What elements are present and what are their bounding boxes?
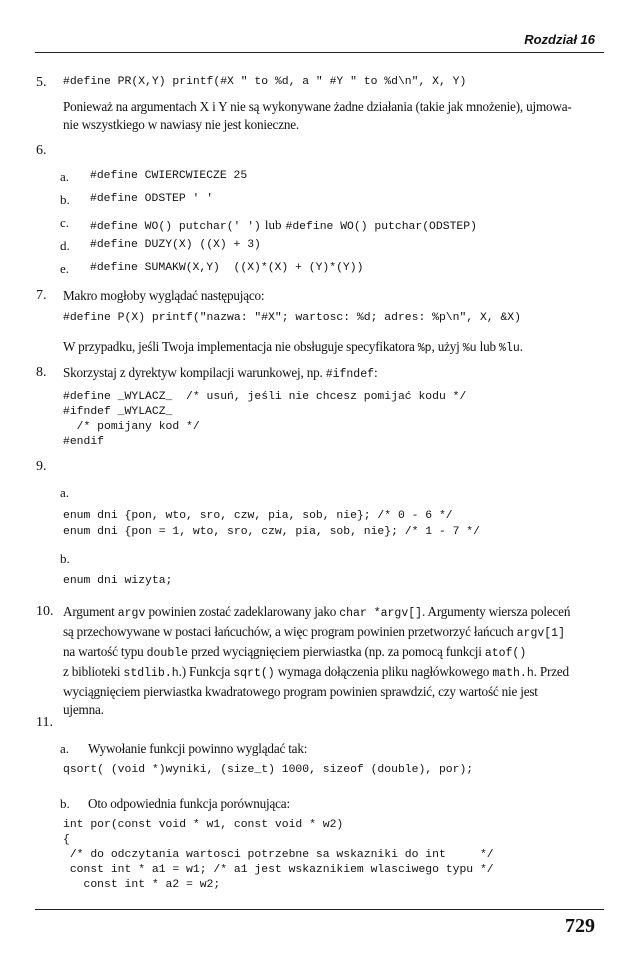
item-10-l1-code: argv: [117, 607, 146, 620]
item-10-l3-code: double: [146, 647, 189, 660]
item-8-text-code: #ifndef: [325, 368, 375, 381]
item-6a-code: #define CWIERCWIECZE 25: [90, 170, 248, 182]
item-10-l4-part: .) Funkcja: [178, 664, 231, 679]
item-7-note-part-2: , użyj: [431, 339, 460, 354]
item-10-line-4: [63, 663, 597, 683]
item-5-number: 5.: [36, 75, 47, 90]
item-6c-letter: c.: [60, 215, 70, 230]
item-11b-code-line: const int * a2 = w2;: [63, 879, 221, 891]
item-10-number: 10.: [36, 604, 54, 619]
item-6b-letter: b.: [60, 192, 70, 207]
item-10-l1-part: powinien zostać zadeklarowany jako: [148, 604, 337, 619]
item-8-code-line: #ifndef _WYLACZ_: [63, 406, 173, 418]
item-11b-code-line: {: [63, 834, 70, 846]
item-11b-code-line: int por(const void * w1, const void * w2): [63, 819, 344, 831]
item-9b-code: enum dni wizyta;: [63, 575, 173, 587]
item-10-line-1: [63, 603, 597, 623]
item-7-note-part-1: W przypadku, jeśli Twoja implementacja nie obsługuje specyfikatora: [63, 339, 415, 354]
item-10-l3-part: przed wyciągnięciem pierwiastka (np. za pomocą funkcji: [191, 644, 482, 659]
item-10-l4-part: . Przed: [533, 664, 569, 679]
item-8-code-line: #endif: [63, 436, 105, 448]
item-7-note-code-1: %p: [417, 342, 432, 355]
item-7-text: Makro mogłoby wyglądać następująco:: [63, 288, 265, 303]
item-7-note-part-3: lub: [479, 339, 496, 354]
item-10-l3-part: na wartość typu: [63, 644, 144, 659]
item-6a-letter: a.: [60, 169, 70, 184]
item-9a-code-block: [63, 508, 480, 540]
item-10-l1-code: char *argv[]: [339, 607, 423, 620]
item-5-text: [63, 98, 603, 134]
item-10-line-5: wyciągnięciem pierwiastka kwadratowego program powinien sprawdzić, czy wartość nie jest: [63, 684, 538, 699]
page-number: 729: [565, 915, 595, 937]
item-10-l4-code: stdlib.h: [123, 667, 179, 680]
item-10-l4-code: sqrt(): [233, 667, 275, 680]
item-8-code-line: #define _WYLACZ_ /* usuń, jeśli nie chcesz pomijać kodu */: [63, 391, 467, 403]
item-7-note-part-4: .: [519, 339, 523, 354]
item-10-l1-part: . Argumenty wiersza poleceń: [422, 604, 571, 619]
item-10-line-2: [63, 623, 597, 643]
item-6d-code: #define DUZY(X) ((X) + 3): [90, 239, 261, 251]
chapter-title: Rozdział 16: [524, 32, 595, 47]
item-8-text-part-2: :: [374, 365, 378, 380]
item-10-l2-part: są przechowywane w postaci łańcuchów, a więc program powinien przetworzyć łańcuch: [63, 624, 514, 639]
item-11b-code-block: [63, 818, 494, 893]
item-9-number: 9.: [36, 459, 47, 474]
item-7-code: #define P(X) printf("nazwa: "#X"; wartosc: %d; adres: %p\n", X, &X): [63, 312, 521, 324]
item-9a-letter: a.: [60, 485, 70, 500]
item-11b-code-line: /* do odczytania wartosci potrzebne sa wskazniki do int */: [63, 849, 494, 861]
item-6b-code: #define ODSTEP ' ': [90, 193, 214, 205]
item-8-text-part-1: Skorzystaj z dyrektyw kompilacji warunkowej, np.: [63, 365, 323, 380]
item-6e-letter: e.: [60, 261, 70, 276]
item-6c-lub: lub: [264, 217, 282, 232]
item-11b-code-line: const int * a1 = w1; /* a1 jest wskaznikiem wlasciwego typu */: [63, 864, 494, 876]
item-6d-letter: d.: [60, 238, 70, 253]
item-10-l2-code: argv[1]: [516, 627, 565, 640]
footer-rule: [35, 909, 604, 910]
item-5-code: #define PR(X,Y) printf(#X " to %d, a " #Y " to %d\n", X, Y): [63, 76, 467, 88]
item-10-line-6: ujemna.: [63, 702, 104, 717]
item-6-number: 6.: [36, 143, 47, 158]
item-10-text: [63, 603, 597, 719]
item-5-text-line-2: nie wszystkiego w nawiasy nie jest konieczne.: [63, 117, 299, 132]
item-9b-letter: b.: [60, 551, 70, 566]
item-10-l1-part: Argument: [63, 604, 115, 619]
item-11-number: 11.: [36, 715, 53, 730]
item-8-number: 8.: [36, 365, 47, 380]
item-7-note-code-2: %u: [462, 342, 477, 355]
item-11a-letter: a.: [60, 741, 70, 756]
item-10-l4-part: wymaga dołączenia pliku nagłówkowego: [277, 664, 490, 679]
header-rule: [35, 52, 604, 53]
item-11b-letter: b.: [60, 796, 70, 811]
item-9a-code-line: enum dni {pon, wto, sro, czw, pia, sob, nie}; /* 0 - 6 */: [63, 510, 453, 522]
item-11a-text: Wywołanie funkcji powinno wyglądać tak:: [88, 741, 308, 756]
item-6e-code: #define SUMAKW(X,Y) ((X)*(X) + (Y)*(Y)): [90, 262, 364, 274]
item-7-note: [63, 338, 523, 358]
item-8-code-line: /* pomijany kod */: [63, 421, 200, 433]
item-5-text-line-1: Ponieważ na argumentach X i Y nie są wykonywane żadne działania (takie jak mnożenie), ujmowa-: [63, 99, 572, 114]
item-7-note-code-3: %lu: [499, 342, 520, 355]
item-10-line-3: [63, 643, 597, 663]
item-8-text: [63, 364, 377, 384]
item-11b-text: Oto odpowiednia funkcja porównująca:: [88, 796, 290, 811]
item-10-l4-part: z biblioteki: [63, 664, 121, 679]
item-10-l4-code: math.h: [492, 667, 534, 680]
item-11a-code: qsort( (void *)wyniki, (size_t) 1000, sizeof (double), por);: [63, 764, 474, 776]
item-6c-code-2: #define WO() putchar(ODSTEP): [285, 221, 477, 233]
item-9a-code-line: enum dni {pon = 1, wto, sro, czw, pia, sob, nie}; /* 1 - 7 */: [63, 526, 480, 538]
item-10-l3-code: atof(): [484, 647, 527, 660]
item-6c-code-1: #define WO() putchar(' '): [90, 221, 261, 233]
item-6c-line: [90, 216, 477, 234]
item-8-code-block: [63, 390, 466, 450]
item-7-number: 7.: [36, 288, 47, 303]
